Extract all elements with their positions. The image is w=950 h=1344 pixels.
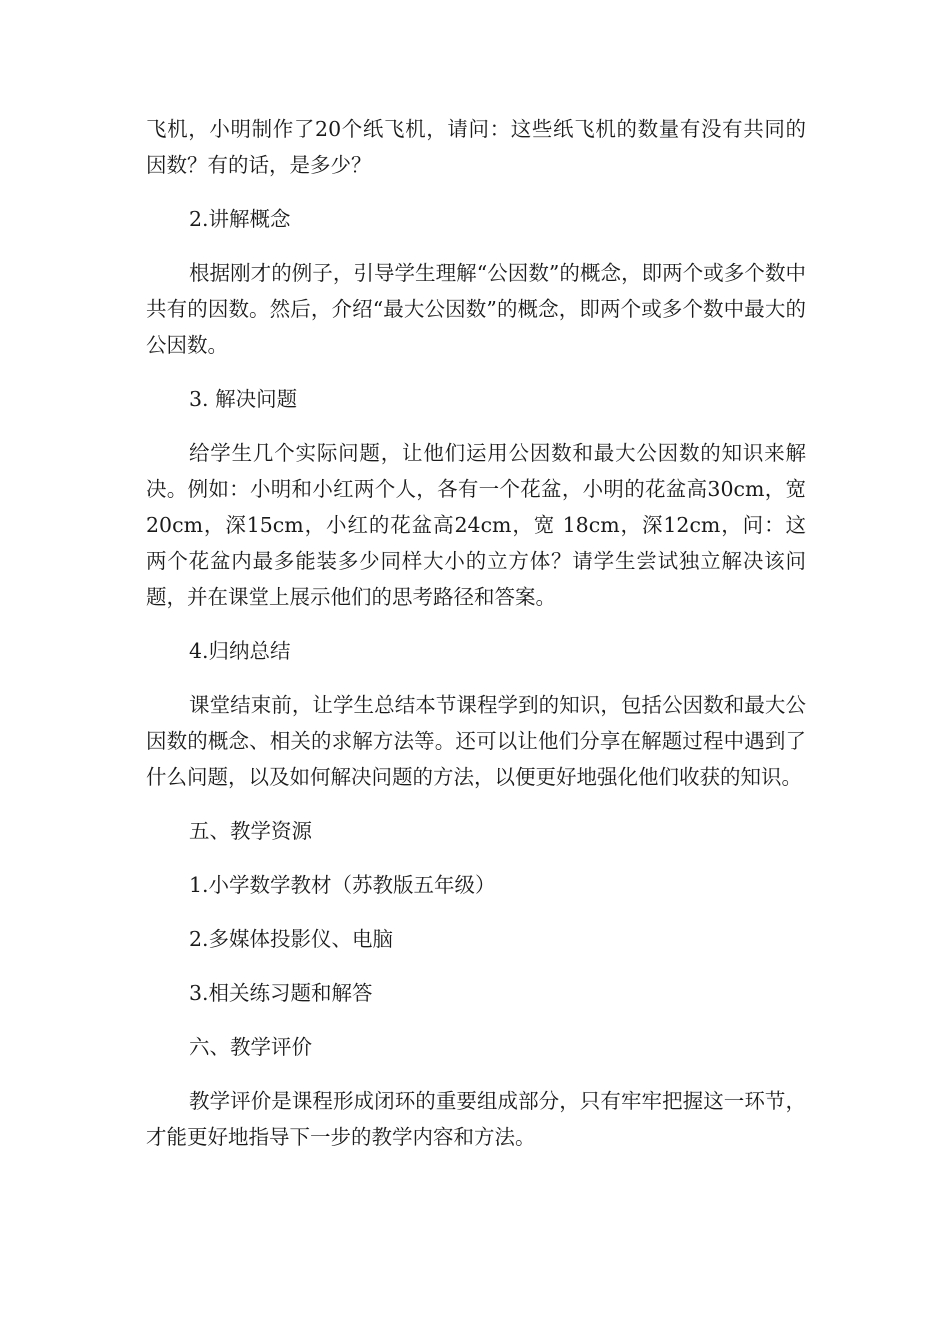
heading-explain-concept: 2.讲解概念 — [189, 207, 291, 231]
paragraph-continuation: 飞机，小明制作了20个纸飞机，请问：这些纸飞机的数量有没有共同的因数？有的话，是多少？ — [146, 117, 806, 177]
paragraph-evaluation: 教学评价是课程形成闭环的重要组成部分，只有牢牢把握这一环节，才能更好地指导下一步的教学内容和方法。 — [146, 1089, 806, 1149]
resource-item-projector: 2.多媒体投影仪、电脑 — [189, 927, 394, 951]
resource-item-textbook: 1.小学数学教材（苏教版五年级） — [189, 873, 496, 897]
paragraph-solve-problem: 给学生几个实际问题，让他们运用公因数和最大公因数的知识来解决。例如：小明和小红两个人，各有一个花盆，小明的花盆高30cm，宽20cm，深15cm，小红的花盆高24cm，宽 18cm，深12cm，问：这两个花盆内最多能装多少同样大小的立方体？请学生尝试独立解决该问题，并在课堂上展示他们的思考路径和答案。 — [146, 441, 806, 609]
heading-solve-problem: 3. 解决问题 — [189, 387, 298, 411]
paragraph-summary: 课堂结束前，让学生总结本节课程学到的知识，包括公因数和最大公因数的概念、相关的求解方法等。还可以让他们分享在解题过程中遇到了什么问题，以及如何解决问题的方法，以便更好地强化他们收获的知识。 — [146, 693, 806, 789]
heading-teaching-evaluation: 六、教学评价 — [189, 1035, 312, 1059]
paragraph-concept: 根据刚才的例子，引导学生理解“公因数”的概念，即两个或多个数中共有的因数。然后，介绍“最大公因数”的概念，即两个或多个数中最大的公因数。 — [146, 261, 806, 357]
document-body — [146, 111, 806, 1155]
resource-item-exercises: 3.相关练习题和解答 — [189, 981, 373, 1005]
heading-summary: 4.归纳总结 — [189, 639, 291, 663]
heading-teaching-resources: 五、教学资源 — [189, 819, 312, 843]
